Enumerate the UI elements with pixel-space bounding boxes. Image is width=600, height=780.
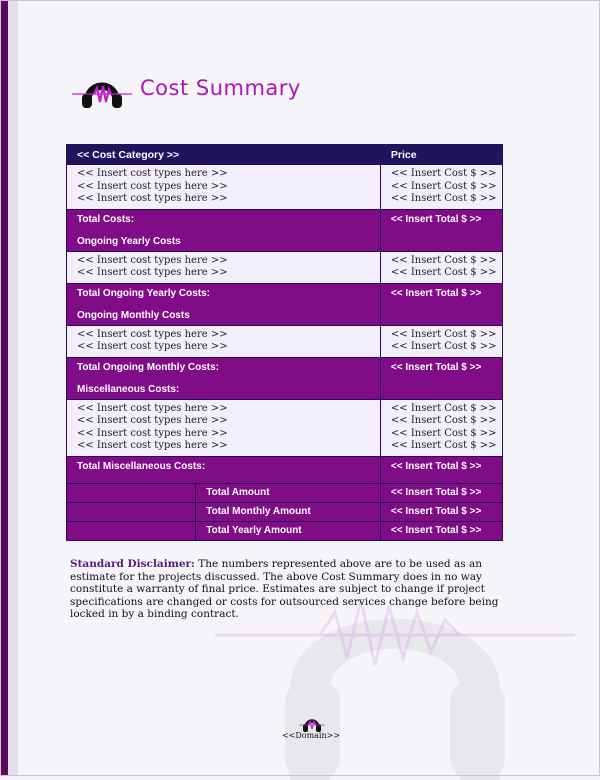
cost-value-line: << Insert Cost $ >> (390, 427, 497, 439)
cost-value-line: << Insert Cost $ >> (390, 341, 497, 352)
cost-category-header: << Cost Category >> (67, 145, 381, 165)
document-title: Cost Summary (140, 76, 301, 100)
cost-type-line: << Insert cost types here >> (77, 402, 228, 414)
price-header: Price (380, 145, 502, 165)
summary-label: Total Yearly Amount (196, 521, 381, 540)
cost-value-line: << Insert Cost $ >> (390, 180, 497, 192)
footer-domain: <<Domain>> (281, 731, 341, 740)
cost-type-line: << Insert cost types here >> (77, 254, 228, 266)
cost-types-cell (67, 325, 381, 357)
disclaimer-paragraph (70, 558, 530, 621)
cost-value-line: << Insert Cost $ >> (390, 440, 497, 451)
section-heading: Ongoing Monthly Costs (77, 309, 190, 321)
items-row (67, 399, 503, 456)
cost-value-line: << Insert Cost $ >> (390, 402, 497, 414)
total-value-cell: << Insert Total $ >> (380, 357, 502, 399)
total-label-cell (67, 283, 381, 325)
cost-types-cell (67, 251, 381, 283)
summary-spacer-cell (67, 502, 196, 521)
left-accent-bar-light (8, 0, 18, 776)
total-value-cell: << Insert Total $ >> (380, 456, 502, 483)
cost-value-line: << Insert Cost $ >> (390, 193, 497, 204)
total-row (67, 283, 503, 325)
section-heading: Ongoing Yearly Costs (77, 235, 181, 247)
left-accent-bar (0, 0, 8, 776)
cost-type-line: << Insert cost types here >> (77, 440, 228, 451)
total-label-cell (67, 357, 381, 399)
total-row (67, 209, 503, 251)
headphones-footer-logo-icon (299, 714, 325, 732)
total-label-cell (67, 456, 381, 483)
total-value-cell: << Insert Total $ >> (380, 209, 502, 251)
cost-type-line: << Insert cost types here >> (77, 328, 228, 340)
cost-value-line: << Insert Cost $ >> (390, 328, 497, 340)
cost-value-line: << Insert Cost $ >> (390, 415, 497, 426)
total-label: Total Miscellaneous Costs: (77, 460, 206, 472)
summary-value: << Insert Total $ >> (380, 483, 502, 502)
cost-table (66, 144, 503, 541)
total-value-cell: << Insert Total $ >> (380, 283, 502, 325)
summary-label: Total Amount (196, 483, 381, 502)
section-heading: Miscellaneous Costs: (77, 383, 180, 395)
cost-values-cell (380, 399, 502, 456)
cost-type-line: << Insert cost types here >> (77, 267, 228, 278)
summary-spacer-cell (67, 521, 196, 540)
table-header-row (67, 145, 503, 165)
headphones-logo-icon (72, 72, 132, 108)
cost-types-cell (67, 165, 381, 210)
cost-values-cell (380, 325, 502, 357)
cost-values-cell (380, 165, 502, 210)
total-row (67, 357, 503, 399)
cost-values-cell (380, 251, 502, 283)
summary-row (67, 483, 503, 502)
cost-type-line: << Insert cost types here >> (77, 341, 228, 352)
items-row (67, 325, 503, 357)
summary-label: Total Monthly Amount (196, 502, 381, 521)
cost-type-line: << Insert cost types here >> (77, 415, 228, 426)
total-row (67, 456, 503, 483)
cost-types-cell (67, 399, 381, 456)
summary-value: << Insert Total $ >> (380, 502, 502, 521)
items-row (67, 165, 503, 210)
cost-type-line: << Insert cost types here >> (77, 168, 228, 179)
summary-row (67, 521, 503, 540)
cost-value-line: << Insert Cost $ >> (390, 254, 497, 266)
summary-row (67, 502, 503, 521)
cost-type-line: << Insert cost types here >> (77, 427, 228, 439)
summary-value: << Insert Total $ >> (380, 521, 502, 540)
disclaimer-text: The numbers represented above are to be used as an estimate for the projects discussed. The above Cost Summary does in no way constitute a warranty of final price. Estimates are subject to change if project specifications are changed or costs for outsourced services change before being locked in by a binding contract. (70, 558, 499, 620)
cost-value-line: << Insert Cost $ >> (390, 168, 497, 179)
disclaimer-label: Standard Disclaimer: (70, 558, 195, 570)
total-label: Total Costs: (77, 213, 135, 225)
total-label: Total Ongoing Yearly Costs: (77, 287, 210, 299)
cost-type-line: << Insert cost types here >> (77, 180, 228, 192)
total-label: Total Ongoing Monthly Costs: (77, 361, 220, 373)
cost-type-line: << Insert cost types here >> (77, 193, 228, 204)
summary-spacer-cell (67, 483, 196, 502)
total-label-cell (67, 209, 381, 251)
cost-value-line: << Insert Cost $ >> (390, 267, 497, 278)
items-row (67, 251, 503, 283)
